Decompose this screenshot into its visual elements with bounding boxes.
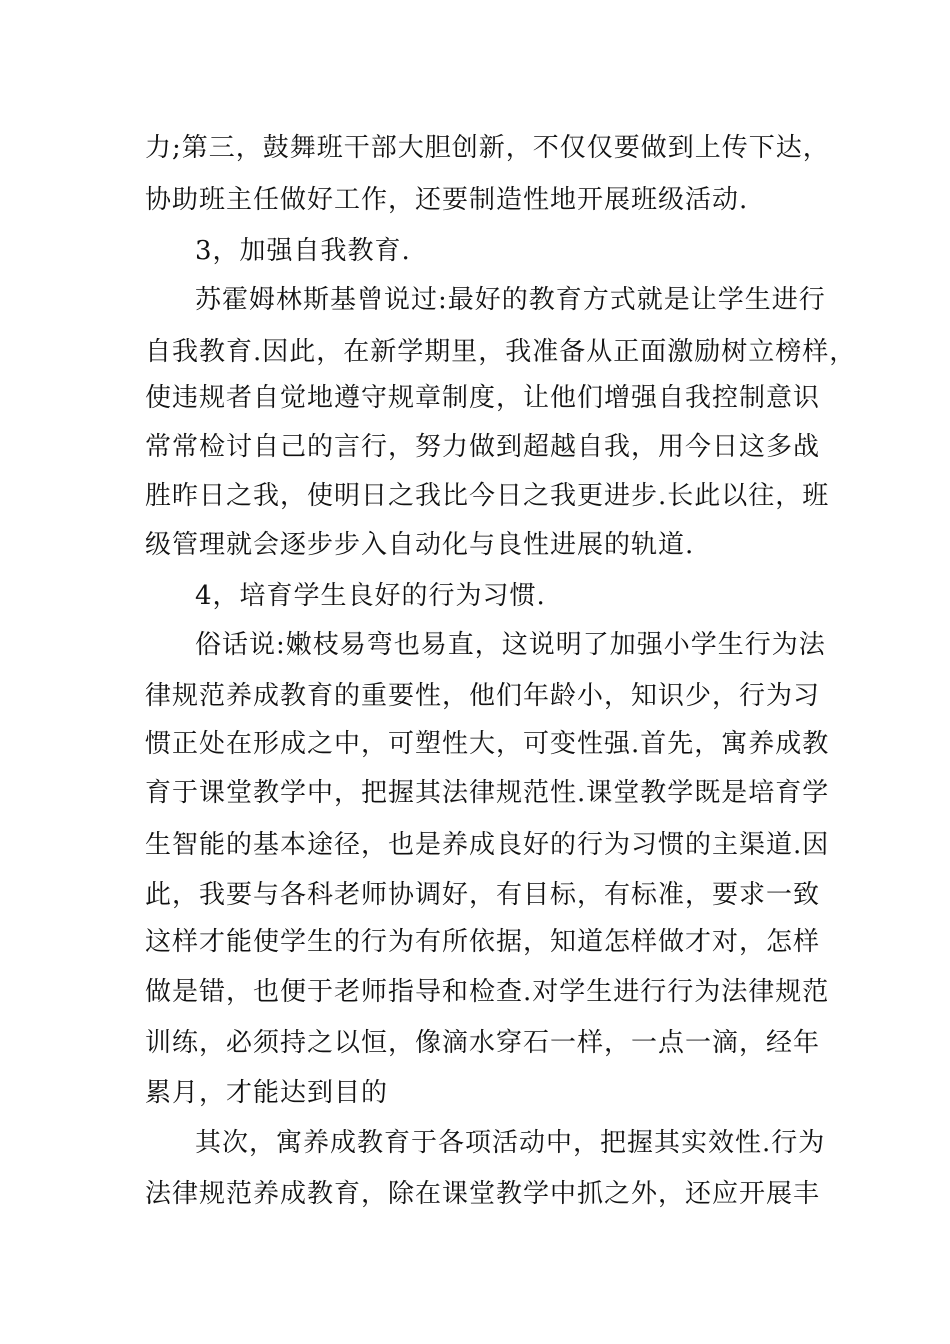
text-line-20: 累月，才能达到目的: [145, 1078, 389, 1108]
text-line-6: 使违规者自觉地遵守规章制度，让他们增强自我控制意识: [145, 383, 821, 413]
text-line-16: 此，我要与各科老师协调好，有目标，有标准，要求一致: [145, 880, 821, 910]
text-line-14: 育于课堂教学中，把握其法律规范性.课堂教学既是培育学: [145, 778, 830, 808]
text-line-12: 律规范养成教育的重要性，他们年龄小，知识少，行为习: [145, 681, 821, 711]
text-line-19: 训练，必须持之以恒，像滴水穿石一样，一点一滴，经年: [145, 1028, 821, 1058]
text-line-7: 常常检讨自己的言行，努力做到超越自我，用今日这多战: [145, 432, 821, 462]
text-line-4: 苏霍姆林斯基曾说过:最好的教育方式就是让学生进行: [195, 285, 826, 315]
text-line-9: 级管理就会逐步步入自动化与良性进展的轨道.: [145, 530, 695, 560]
text-line-17: 这样才能使学生的行为有所依据，知道怎样做才对，怎样: [145, 927, 821, 957]
text-line-11: 俗话说:嫩枝易弯也易直，这说明了加强小学生行为法: [195, 630, 826, 660]
text-line-18: 做是错，也便于老师指导和检查.对学生进行行为法律规范: [145, 977, 830, 1007]
text-line-15: 生智能的基本途径，也是养成良好的行为习惯的主渠道.因: [145, 830, 830, 860]
text-line-8: 胜昨日之我，使明日之我比今日之我更进步.长此以往，班: [145, 481, 830, 511]
list-heading-3: 3，加强自我教育.: [195, 236, 411, 266]
text-line-22: 法律规范养成教育，除在课堂教学中抓之外，还应开展丰: [145, 1179, 821, 1209]
text-line-13: 惯正处在形成之中，可塑性大，可变性强.首先，寓养成教: [145, 729, 830, 759]
text-line-5: 自我教育.因此，在新学期里，我准备从正面激励树立榜样，: [145, 337, 857, 367]
text-line-2: 协助班主任做好工作，还要制造性地开展班级活动.: [145, 185, 749, 215]
text-line-21: 其次，寓养成教育于各项活动中，把握其实效性.行为: [195, 1128, 826, 1158]
text-line-1: 力;第三，鼓舞班干部大胆创新，不仅仅要做到上传下达，: [145, 133, 830, 163]
list-heading-4: 4，培育学生良好的行为习惯.: [195, 581, 546, 611]
